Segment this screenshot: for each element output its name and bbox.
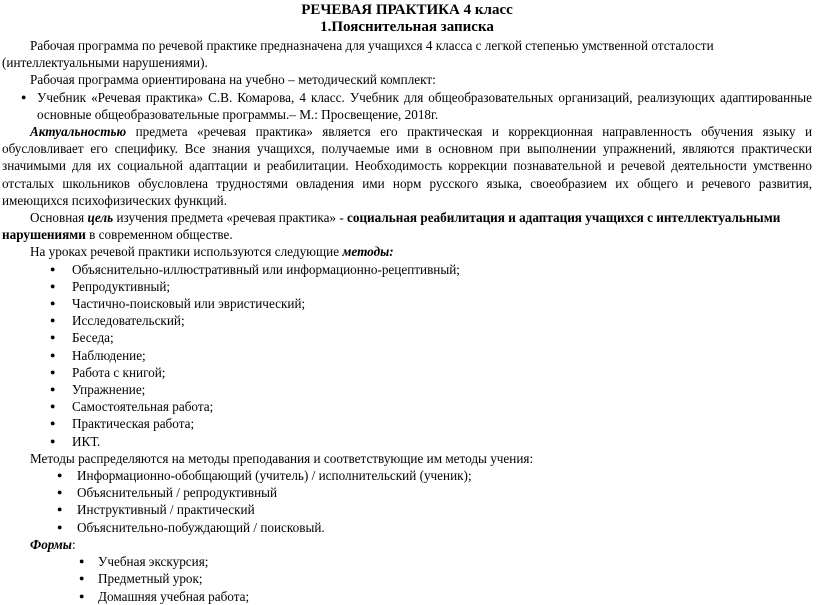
forms-list (2, 553, 812, 605)
list-item (2, 501, 812, 518)
bullet-icon: ● (21, 91, 27, 102)
bullet-icon: ● (57, 470, 63, 481)
document-title: РЕЧЕВАЯ ПРАКТИКА 4 класс (301, 2, 513, 18)
list-item (2, 415, 812, 432)
list-item-text: Инструктивный / практический (77, 502, 255, 518)
list-item (2, 588, 812, 605)
intro-paragraph: Рабочая программа по речевой практике предназначена для учащихся 4 класса с легкой степенью умственной отсталости (интеллектуальными нарушениями). (2, 38, 714, 71)
list-item (2, 278, 812, 295)
list-item-text: Самостоятельная работа; (72, 399, 214, 415)
goal-bold: социальная реабилитация и адаптация учащихся с интеллектуальными нарушениями (2, 210, 781, 243)
bullet-icon: ● (79, 573, 85, 584)
list-item-text: Домашняя учебная работа; (98, 588, 250, 604)
list-item (2, 89, 812, 123)
forms-heading (2, 536, 812, 553)
methods-intro (2, 243, 812, 260)
goal-post: в современном обществе. (85, 227, 233, 243)
teaching-methods-list (2, 467, 812, 536)
list-item-text: Информационно-обобщающий (учитель) / исполнительский (ученик); (77, 468, 472, 484)
list-item-text: Репродуктивный; (72, 278, 171, 294)
list-item-text: Объяснительно-иллюстративный или информационно-рецептивный; (72, 261, 460, 277)
bullet-icon: ● (50, 384, 56, 395)
methods-list (2, 261, 812, 450)
list-item-text: Упражнение; (72, 382, 146, 398)
bullet-icon: ● (50, 435, 56, 446)
teaching-intro: Методы распределяются на методы преподавания и соответствующие им методы учения: (30, 450, 534, 466)
list-item (2, 467, 812, 484)
list-item-text: Исследовательский; (72, 313, 185, 329)
bullet-icon: ● (57, 504, 63, 515)
list-item-text: Практическая работа; (72, 416, 195, 432)
bullet-icon: ● (50, 366, 56, 377)
list-item (2, 433, 812, 450)
list-item (2, 398, 812, 415)
section-heading: 1.Пояснительная записка (320, 19, 494, 35)
relevance-lead: Актуальностью (30, 124, 127, 140)
bullet-icon: ● (50, 263, 56, 274)
bullet-icon: ● (79, 556, 85, 567)
bullet-icon: ● (57, 487, 63, 498)
list-item-text: Наблюдение; (72, 347, 146, 363)
goal-paragraph (2, 209, 812, 243)
goal-mid: изучения предмета «речевая практика» - (113, 210, 348, 226)
list-item (2, 364, 812, 381)
bullet-icon: ● (50, 418, 56, 429)
forms-label: Формы (30, 536, 72, 552)
list-item (2, 484, 812, 501)
list-item (2, 519, 812, 536)
list-item (2, 329, 812, 346)
list-item (2, 295, 812, 312)
list-item-text: Учебная экскурсия; (98, 554, 209, 570)
list-item-text: Учебник «Речевая практика» С.В. Комарова, 4 класс. Учебник для общеобразовательных организаций, реализующих адаптированные основные общеобразовательные программы.– М.: Просвещение, 2018г. (37, 89, 812, 122)
forms-colon: : (71, 536, 76, 552)
list-item (2, 570, 812, 587)
bullet-icon: ● (50, 332, 56, 343)
list-item (2, 381, 812, 398)
list-item-text: Работа с книгой; (72, 364, 166, 380)
list-item-text: Объяснительный / репродуктивный (77, 485, 278, 501)
relevance-text: предмета «речевая практика» является его практическая и коррекционная направленность обучения языку и обусловливает его специфику. Все знания учащихся, получаемые ими в основном при выполнении упражнений, являются практически значимыми для их социальной адаптации и реабилитации. Необходимость коррекции познавательной и речевой деятельности умственно отсталых школьников обусловлена трудностями овладения ими норм русского языка, своеобразием их общего и речевого развития, имеющихся психофизических функций. (2, 124, 812, 208)
list-item (2, 347, 812, 364)
bullet-icon: ● (50, 401, 56, 412)
relevance-paragraph (2, 123, 812, 209)
list-item-text: Частично-поисковый или эвристический; (72, 296, 306, 312)
methods-word: методы: (342, 244, 394, 260)
list-item (2, 312, 812, 329)
bullet-icon: ● (79, 590, 85, 601)
goal-pre: Основная (30, 210, 88, 226)
list-item-text: Предметный урок; (98, 571, 203, 587)
bullet-icon: ● (50, 298, 56, 309)
bullet-icon: ● (50, 280, 56, 291)
list-item-text: ИКТ. (72, 433, 101, 449)
bullet-icon: ● (50, 349, 56, 360)
list-item (2, 553, 812, 570)
kit-list (2, 89, 812, 123)
list-item (2, 261, 812, 278)
bullet-icon: ● (50, 315, 56, 326)
bullet-icon: ● (57, 521, 63, 532)
methods-intro-text: На уроках речевой практики используются следующие (30, 244, 343, 260)
kit-paragraph: Рабочая программа ориентирована на учебно – методический комплект: (30, 72, 436, 88)
list-item-text: Объяснительно-побуждающий / поисковый. (77, 519, 325, 535)
goal-word: цель (87, 210, 114, 226)
list-item-text: Беседа; (72, 330, 114, 346)
